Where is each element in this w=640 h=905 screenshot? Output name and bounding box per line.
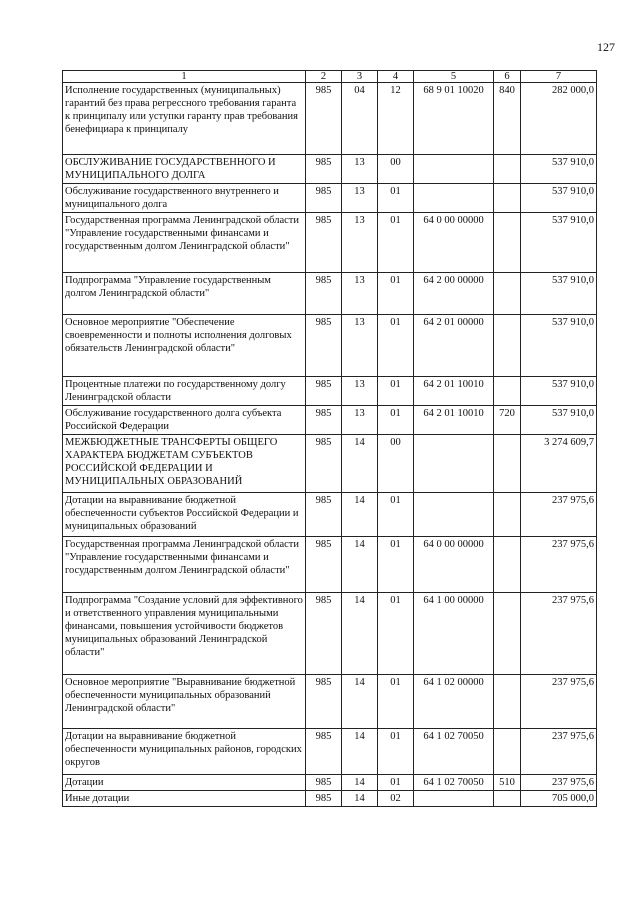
row-code-target: 64 0 00 00000 — [414, 213, 494, 273]
row-code-expense-type — [494, 315, 521, 377]
table-row — [63, 184, 597, 213]
row-name: Основное мероприятие "Обеспечение своевременности и полноты исполнения долговых обязательств Ленинградской области" — [63, 315, 306, 377]
row-code-section: 13 — [342, 273, 378, 315]
row-name: Основное мероприятие "Выравнивание бюджетной обеспеченности муниципальных образований Ленинградской области" — [63, 675, 306, 729]
table-row — [63, 493, 597, 537]
row-amount: 3 274 609,7 — [521, 435, 597, 493]
row-code-expense-type — [494, 377, 521, 406]
row-name: МЕЖБЮДЖЕТНЫЕ ТРАНСФЕРТЫ ОБЩЕГО ХАРАКТЕРА БЮДЖЕТАМ СУБЪЕКТОВ РОССИЙСКОЙ ФЕДЕРАЦИИ И МУНИЦИПАЛЬНЫХ ОБРАЗОВАНИЙ — [63, 435, 306, 493]
row-code-target: 64 2 01 00000 — [414, 315, 494, 377]
column-header: 5 — [414, 71, 494, 83]
row-code-expense-type — [494, 791, 521, 807]
row-code-section: 14 — [342, 775, 378, 791]
row-code-subsection: 01 — [378, 493, 414, 537]
row-code-subsection: 02 — [378, 791, 414, 807]
row-name: Иные дотации — [63, 791, 306, 807]
row-code-section: 13 — [342, 315, 378, 377]
table-row — [63, 435, 597, 493]
row-code-expense-type — [494, 155, 521, 184]
row-amount: 237 975,6 — [521, 675, 597, 729]
row-name: Дотации на выравнивание бюджетной обеспеченности муниципальных районов, городских округов — [63, 729, 306, 775]
row-code-expense-type — [494, 493, 521, 537]
column-header: 1 — [63, 71, 306, 83]
row-code-subsection: 01 — [378, 406, 414, 435]
row-code-section: 14 — [342, 435, 378, 493]
page-number: 127 — [597, 40, 615, 54]
row-code-section: 14 — [342, 675, 378, 729]
row-code-subsection: 12 — [378, 83, 414, 155]
row-code-expense-type — [494, 537, 521, 593]
row-code-section: 14 — [342, 493, 378, 537]
row-code-admin: 985 — [306, 493, 342, 537]
row-code-expense-type — [494, 213, 521, 273]
row-code-target: 64 0 00 00000 — [414, 537, 494, 593]
row-code-expense-type: 720 — [494, 406, 521, 435]
row-code-admin: 985 — [306, 184, 342, 213]
row-name: Государственная программа Ленинградской области "Управление государственными финансами и государственным долгом Ленинградской области" — [63, 537, 306, 593]
row-amount: 237 975,6 — [521, 537, 597, 593]
row-name: Процентные платежи по государственному долгу Ленинградской области — [63, 377, 306, 406]
row-code-section: 13 — [342, 377, 378, 406]
table-row — [63, 155, 597, 184]
row-code-subsection: 00 — [378, 435, 414, 493]
row-name: Подпрограмма "Управление государственным долгом Ленинградской области" — [63, 273, 306, 315]
row-code-expense-type: 840 — [494, 83, 521, 155]
row-code-target: 64 1 00 00000 — [414, 593, 494, 675]
row-name: Обслуживание государственного долга субъекта Российской Федерации — [63, 406, 306, 435]
column-header: 7 — [521, 71, 597, 83]
row-code-subsection: 01 — [378, 729, 414, 775]
row-code-target: 64 2 00 00000 — [414, 273, 494, 315]
row-amount: 537 910,0 — [521, 377, 597, 406]
row-code-target — [414, 435, 494, 493]
budget-table — [62, 70, 597, 807]
column-header: 4 — [378, 71, 414, 83]
row-amount: 537 910,0 — [521, 184, 597, 213]
table-row — [63, 791, 597, 807]
row-amount: 537 910,0 — [521, 213, 597, 273]
row-code-admin: 985 — [306, 537, 342, 593]
row-code-target: 68 9 01 10020 — [414, 83, 494, 155]
row-code-target: 64 1 02 70050 — [414, 729, 494, 775]
table-row — [63, 315, 597, 377]
table-header-row — [63, 71, 597, 83]
row-code-admin: 985 — [306, 213, 342, 273]
row-code-expense-type — [494, 435, 521, 493]
table-row — [63, 83, 597, 155]
row-name: ОБСЛУЖИВАНИЕ ГОСУДАРСТВЕННОГО И МУНИЦИПАЛЬНОГО ДОЛГА — [63, 155, 306, 184]
row-code-admin: 985 — [306, 675, 342, 729]
row-code-expense-type: 510 — [494, 775, 521, 791]
table-row — [63, 377, 597, 406]
row-code-section: 13 — [342, 184, 378, 213]
row-amount: 537 910,0 — [521, 406, 597, 435]
row-code-admin: 985 — [306, 775, 342, 791]
row-code-section: 14 — [342, 537, 378, 593]
row-code-subsection: 01 — [378, 537, 414, 593]
row-amount: 237 975,6 — [521, 493, 597, 537]
row-code-admin: 985 — [306, 593, 342, 675]
row-code-target: 64 2 01 10010 — [414, 377, 494, 406]
row-code-section: 14 — [342, 729, 378, 775]
table-row — [63, 406, 597, 435]
row-code-subsection: 01 — [378, 775, 414, 791]
row-code-subsection: 01 — [378, 315, 414, 377]
row-code-admin: 985 — [306, 83, 342, 155]
table-row — [63, 213, 597, 273]
row-name: Обслуживание государственного внутреннего и муниципального долга — [63, 184, 306, 213]
row-code-subsection: 01 — [378, 377, 414, 406]
row-amount: 282 000,0 — [521, 83, 597, 155]
row-code-admin: 985 — [306, 273, 342, 315]
row-amount: 537 910,0 — [521, 315, 597, 377]
row-code-target — [414, 791, 494, 807]
row-code-target: 64 2 01 10010 — [414, 406, 494, 435]
row-code-subsection: 01 — [378, 184, 414, 213]
row-name: Подпрограмма "Создание условий для эффективного и ответственного управления муниципальными финансами, повышения устойчивости бюджетов муниципальных образований Ленинградской области" — [63, 593, 306, 675]
row-code-admin: 985 — [306, 377, 342, 406]
row-code-subsection: 00 — [378, 155, 414, 184]
table-row — [63, 729, 597, 775]
row-code-target: 64 1 02 70050 — [414, 775, 494, 791]
row-code-subsection: 01 — [378, 273, 414, 315]
row-code-admin: 985 — [306, 791, 342, 807]
row-code-subsection: 01 — [378, 593, 414, 675]
row-name: Дотации на выравнивание бюджетной обеспеченности субъектов Российской Федерации и муниципальных образований — [63, 493, 306, 537]
row-code-target — [414, 184, 494, 213]
table-row — [63, 775, 597, 791]
row-code-target — [414, 493, 494, 537]
row-code-admin: 985 — [306, 435, 342, 493]
table-row — [63, 273, 597, 315]
row-code-expense-type — [494, 273, 521, 315]
row-code-admin: 985 — [306, 315, 342, 377]
table-row — [63, 593, 597, 675]
row-code-admin: 985 — [306, 155, 342, 184]
row-code-target — [414, 155, 494, 184]
row-code-section: 04 — [342, 83, 378, 155]
row-code-expense-type — [494, 184, 521, 213]
row-name: Исполнение государственных (муниципальных) гарантий без права регрессного требования гаранта к принципалу или уступки гаранту прав требования бенефициара к принципалу — [63, 83, 306, 155]
row-amount: 237 975,6 — [521, 593, 597, 675]
row-code-expense-type — [494, 593, 521, 675]
row-code-section: 14 — [342, 593, 378, 675]
row-code-subsection: 01 — [378, 675, 414, 729]
row-code-expense-type — [494, 729, 521, 775]
table-row — [63, 675, 597, 729]
column-header: 6 — [494, 71, 521, 83]
column-header: 3 — [342, 71, 378, 83]
row-code-target: 64 1 02 00000 — [414, 675, 494, 729]
row-code-subsection: 01 — [378, 213, 414, 273]
row-amount: 537 910,0 — [521, 273, 597, 315]
row-code-admin: 985 — [306, 729, 342, 775]
column-header: 2 — [306, 71, 342, 83]
row-amount: 237 975,6 — [521, 729, 597, 775]
row-code-admin: 985 — [306, 406, 342, 435]
row-code-section: 13 — [342, 155, 378, 184]
row-name: Дотации — [63, 775, 306, 791]
row-code-section: 13 — [342, 406, 378, 435]
row-code-section: 14 — [342, 791, 378, 807]
row-amount: 537 910,0 — [521, 155, 597, 184]
row-code-expense-type — [494, 675, 521, 729]
row-code-section: 13 — [342, 213, 378, 273]
row-amount: 237 975,6 — [521, 775, 597, 791]
row-name: Государственная программа Ленинградской области "Управление государственными финансами и государственным долгом Ленинградской области" — [63, 213, 306, 273]
table-row — [63, 537, 597, 593]
row-amount: 705 000,0 — [521, 791, 597, 807]
